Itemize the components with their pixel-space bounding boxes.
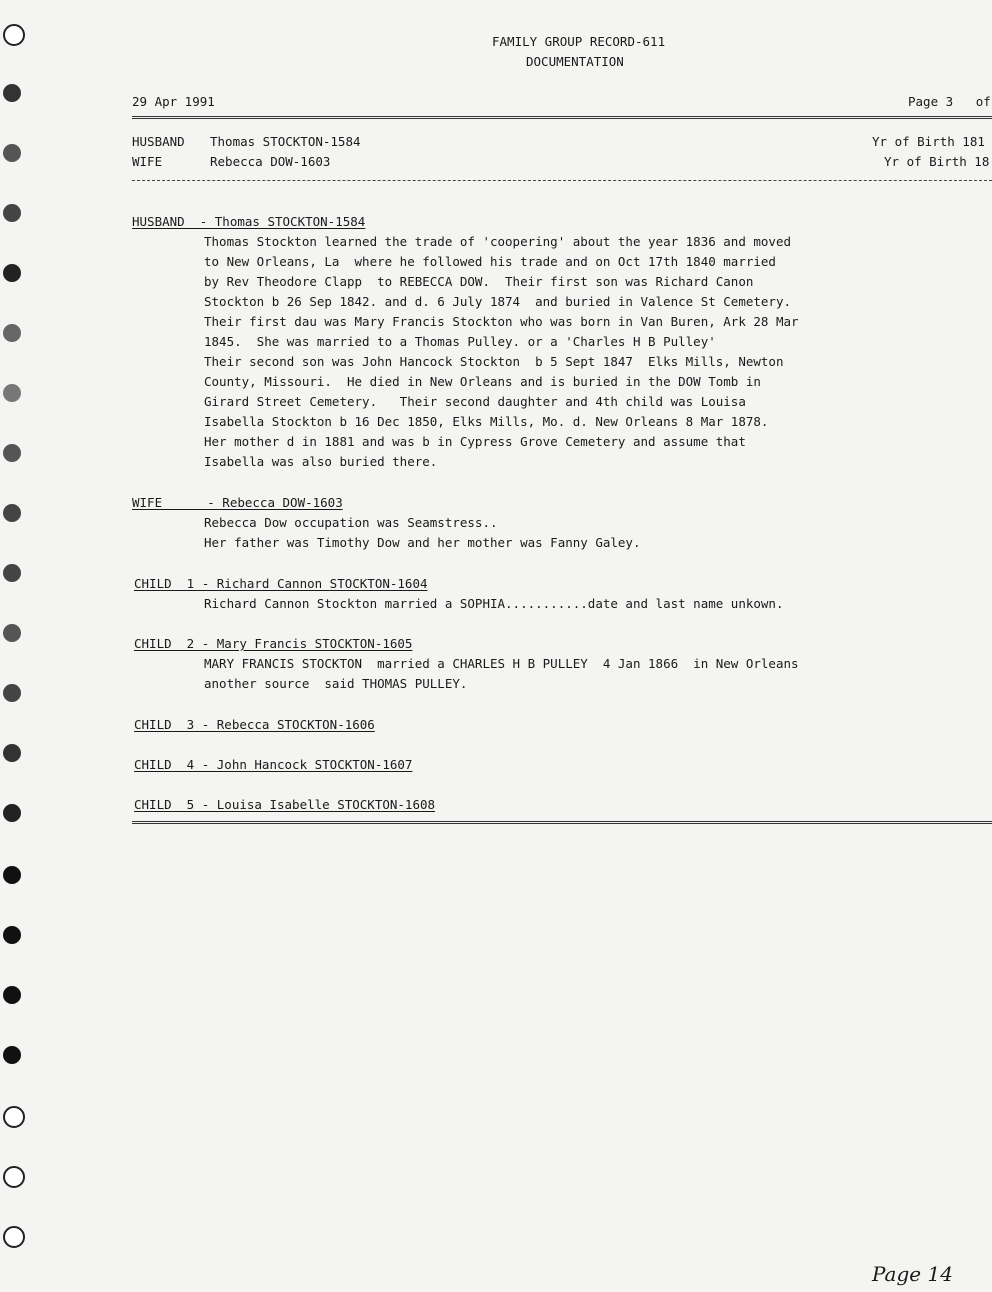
binder-hole	[3, 684, 21, 702]
summary-wife-name: Rebecca DOW-1603	[210, 154, 331, 169]
binder-hole	[3, 866, 21, 884]
note-line: another source said THOMAS PULLEY.	[204, 676, 468, 691]
note-line: County, Missouri. He died in New Orleans and is buried in the DOW Tomb in	[204, 374, 761, 389]
binder-hole	[3, 84, 21, 102]
note-line: MARY FRANCIS STOCKTON married a CHARLES H B PULLEY 4 Jan 1866 in New Orleans	[204, 656, 799, 671]
note-line: Rebecca Dow occupation was Seamstress..	[204, 515, 498, 530]
child-1-note: Richard Cannon Stockton married a SOPHIA...........date and last name unkown.	[204, 596, 784, 611]
handwritten-page-number: Page 14	[872, 1262, 953, 1286]
note-line: Their second son was John Hancock Stockton b 5 Sept 1847 Elks Mills, Newton	[204, 354, 784, 369]
note-line: Her mother d in 1881 and was b in Cypress Grove Cemetery and assume that	[204, 434, 746, 449]
husband-notes	[204, 232, 799, 472]
summary-husband-birth: Yr of Birth 181	[872, 134, 985, 149]
note-line: Girard Street Cemetery. Their second daughter and 4th child was Louisa	[204, 394, 746, 409]
binder-hole	[3, 1106, 25, 1128]
binder-hole	[3, 564, 21, 582]
report-date: 29 Apr 1991	[132, 94, 215, 109]
child-2-heading: CHILD 2 - Mary Francis STOCKTON-1605	[134, 636, 413, 651]
binder-hole	[3, 444, 21, 462]
note-line: Isabella Stockton b 16 Dec 1850, Elks Mills, Mo. d. New Orleans 8 Mar 1878.	[204, 414, 769, 429]
document-title: FAMILY GROUP RECORD-611	[492, 34, 666, 49]
double-rule-bottom	[132, 821, 992, 824]
note-line: to New Orleans, La where he followed his trade and on Oct 17th 1840 married	[204, 254, 776, 269]
binder-hole	[3, 24, 25, 46]
note-line: Isabella was also buried there.	[204, 454, 438, 469]
document-subtitle: DOCUMENTATION	[526, 54, 624, 69]
binder-hole	[3, 1226, 25, 1248]
binder-holes	[0, 0, 30, 1292]
note-line: Thomas Stockton learned the trade of 'coopering' about the year 1836 and moved	[204, 234, 791, 249]
double-rule-top	[132, 116, 992, 119]
note-line: 1845. She was married to a Thomas Pulley. or a 'Charles H B Pulley'	[204, 334, 716, 349]
note-line: Their first dau was Mary Francis Stockton who was born in Van Buren, Ark 28 Mar	[204, 314, 799, 329]
child-5-heading: CHILD 5 - Louisa Isabelle STOCKTON-1608	[134, 797, 436, 812]
binder-hole	[3, 804, 21, 822]
summary-husband-name: Thomas STOCKTON-1584	[210, 134, 361, 149]
binder-hole	[3, 624, 21, 642]
binder-hole	[3, 144, 21, 162]
page-number: Page 3 of	[908, 94, 991, 109]
binder-hole	[3, 1166, 25, 1188]
child-4-heading: CHILD 4 - John Hancock STOCKTON-1607	[134, 757, 413, 772]
binder-hole	[3, 986, 21, 1004]
binder-hole	[3, 264, 21, 282]
wife-heading: WIFE - Rebecca DOW-1603	[132, 495, 343, 510]
husband-heading: HUSBAND - Thomas STOCKTON-1584	[132, 214, 366, 229]
binder-hole	[3, 204, 21, 222]
dashed-rule	[132, 180, 992, 181]
binder-hole	[3, 744, 21, 762]
wife-notes	[204, 513, 641, 553]
binder-hole	[3, 324, 21, 342]
child-2-notes	[204, 654, 799, 694]
note-line: Stockton b 26 Sep 1842. and d. 6 July 1874 and buried in Valence St Cemetery.	[204, 294, 791, 309]
note-line: Her father was Timothy Dow and her mother was Fanny Galey.	[204, 535, 641, 550]
child-1-heading: CHILD 1 - Richard Cannon STOCKTON-1604	[134, 576, 428, 591]
summary-wife-birth: Yr of Birth 18	[884, 154, 990, 169]
note-line: by Rev Theodore Clapp to REBECCA DOW. Their first son was Richard Canon	[204, 274, 754, 289]
binder-hole	[3, 504, 21, 522]
summary-husband-label: HUSBAND	[132, 134, 185, 149]
child-3-heading: CHILD 3 - Rebecca STOCKTON-1606	[134, 717, 375, 732]
binder-hole	[3, 926, 21, 944]
summary-wife-label: WIFE	[132, 154, 163, 169]
binder-hole	[3, 384, 21, 402]
binder-hole	[3, 1046, 21, 1064]
